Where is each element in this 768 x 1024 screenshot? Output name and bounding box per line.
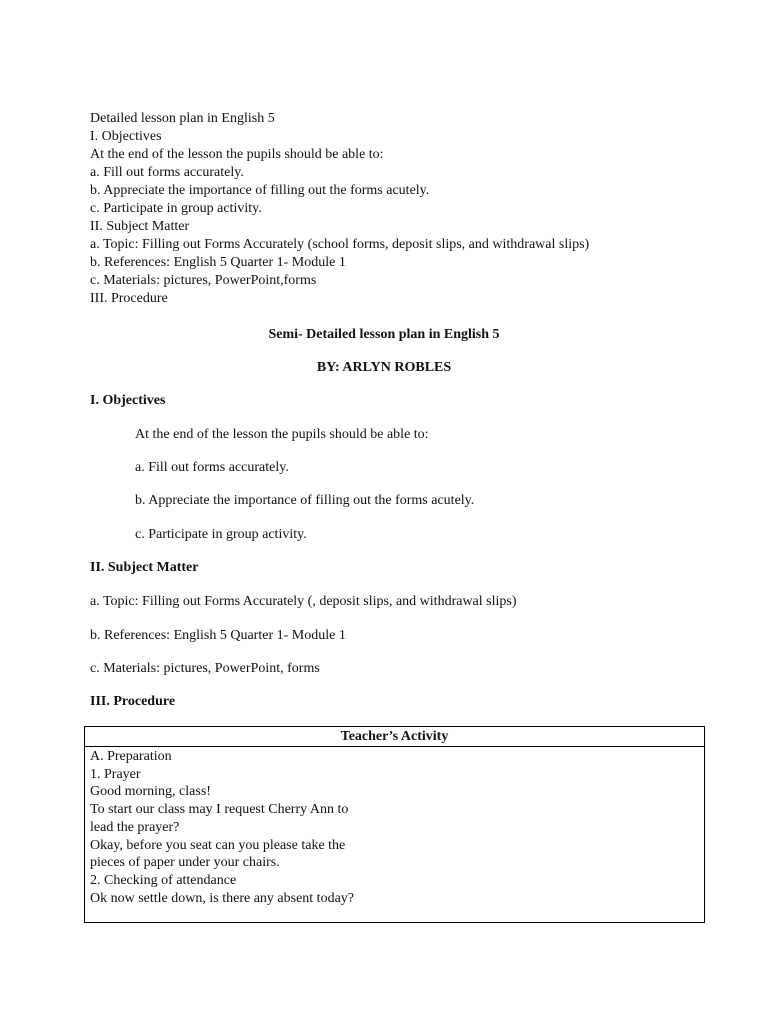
draft-materials: c. Materials: pictures, PowerPoint,forms — [90, 273, 317, 288]
table-line: 1. Prayer — [90, 766, 141, 782]
draft-objective-item: b. Appreciate the importance of filling out the forms acutely. — [90, 183, 430, 198]
table-line: Good morning, class! — [90, 784, 211, 800]
draft-topic: a. Topic: Filling out Forms Accurately (school forms, deposit slips, and withdrawal slips) — [90, 237, 590, 252]
table-line: 2. Checking of attendance — [90, 872, 237, 888]
table-line: pieces of paper under your chairs. — [90, 855, 280, 871]
procedure-heading: III. Procedure — [90, 694, 176, 709]
objective-item: c. Participate in group activity. — [135, 527, 307, 542]
subject-heading: II. Subject Matter — [90, 560, 199, 575]
draft-objectives-heading: I. Objectives — [90, 129, 162, 144]
draft-procedure-heading: III. Procedure — [90, 291, 168, 306]
table-line: Okay, before you seat can you please take the — [90, 837, 346, 853]
objectives-heading: I. Objectives — [90, 393, 166, 408]
author-line: BY: ARLYN ROBLES — [316, 360, 452, 375]
table-line: To start our class may I request Cherry Ann to — [90, 802, 349, 818]
objectives-intro: At the end of the lesson the pupils should be able to: — [135, 427, 429, 442]
table-line: Ok now settle down, is there any absent today? — [90, 890, 354, 906]
table-line: lead the prayer? — [90, 819, 180, 835]
references-line: b. References: English 5 Quarter 1- Module 1 — [90, 628, 346, 643]
draft-lesson-plan — [90, 110, 615, 308]
draft-title: Detailed lesson plan in English 5 — [90, 111, 275, 126]
teacher-activity-table — [84, 726, 705, 923]
draft-references: b. References: English 5 Quarter 1- Module 1 — [90, 255, 346, 270]
draft-objective-item: c. Participate in group activity. — [90, 201, 262, 216]
table-header: Teacher’s Activity — [85, 727, 704, 747]
table-line: A. Preparation — [90, 749, 172, 764]
objective-item: a. Fill out forms accurately. — [135, 460, 289, 475]
topic-line: a. Topic: Filling out Forms Accurately (, deposit slips, and withdrawal slips) — [90, 594, 517, 609]
objective-item: b. Appreciate the importance of filling out the forms acutely. — [135, 493, 475, 508]
draft-objectives-intro: At the end of the lesson the pupils should be able to: — [90, 147, 384, 162]
materials-line: c. Materials: pictures, PowerPoint, forms — [90, 661, 320, 676]
draft-subject-heading: II. Subject Matter — [90, 219, 190, 234]
table-cell — [85, 747, 704, 907]
main-title: Semi- Detailed lesson plan in English 5 — [268, 327, 500, 342]
draft-objective-item: a. Fill out forms accurately. — [90, 165, 244, 180]
